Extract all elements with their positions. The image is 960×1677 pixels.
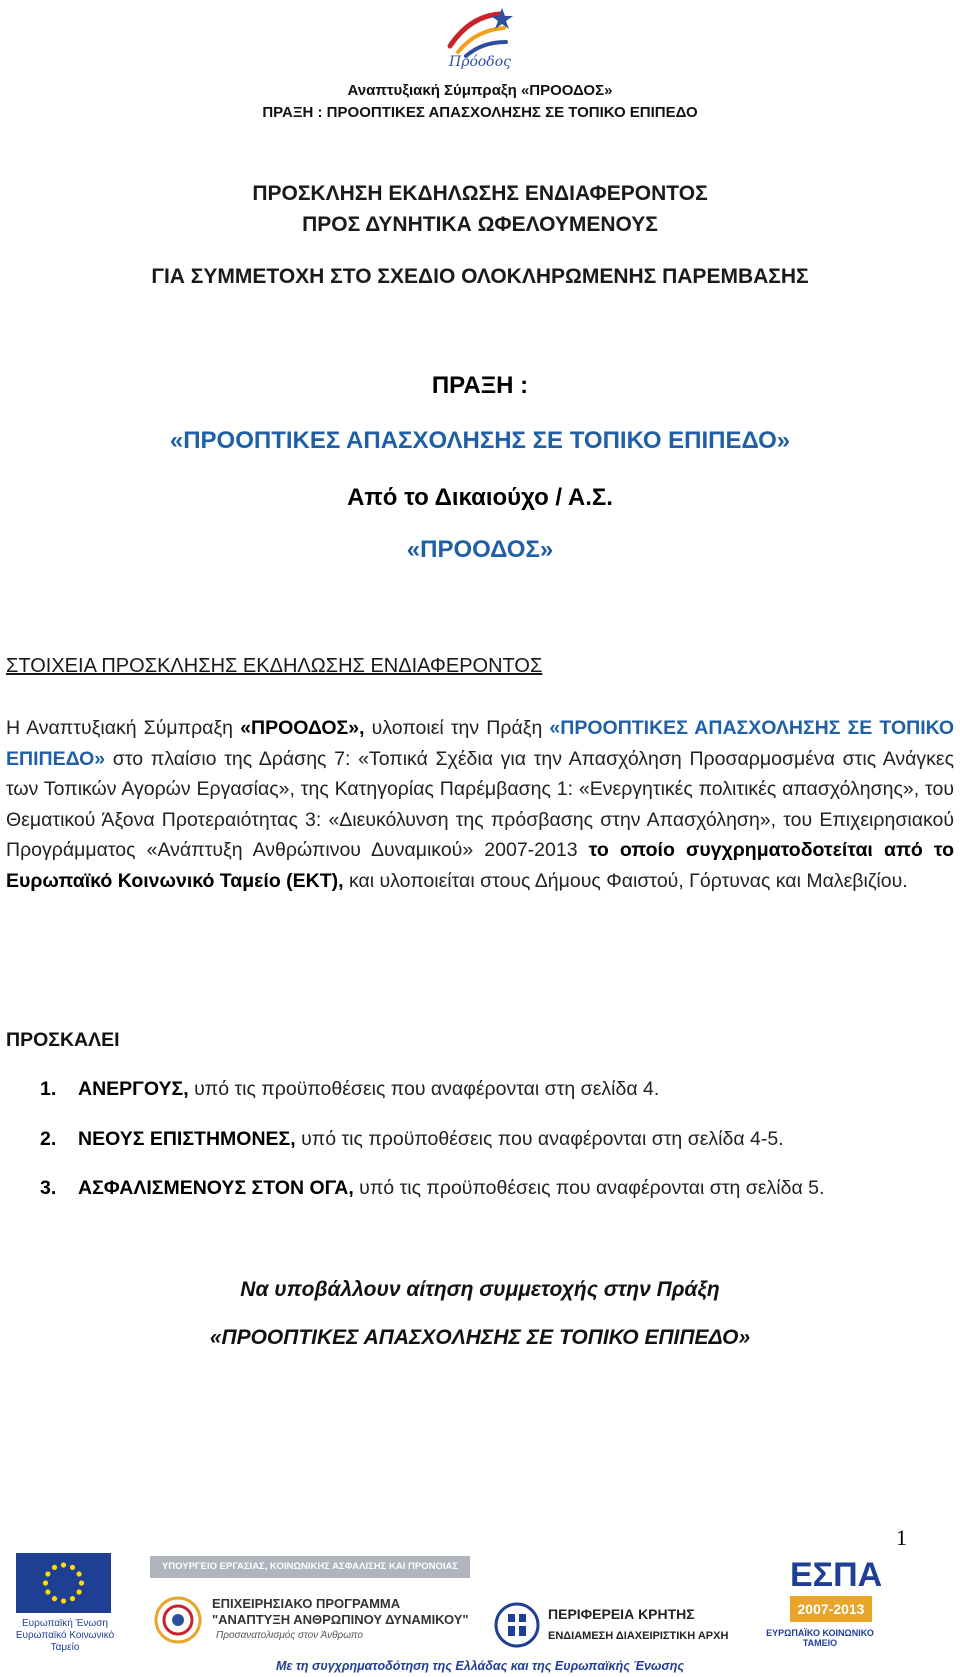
eu-flag-icon [16,1553,111,1613]
logo-text: Πρόοδος [449,54,511,70]
action-name: «ΠΡΟΟΠΤΙΚΕΣ ΑΠΑΣΧΟΛΗΣΗΣ ΣΕ ΤΟΠΙΚΟ ΕΠΙΠΕΔΟ» [169,427,791,454]
program-subtitle: Προσανατολισμός στον Άνθρωπο [216,1630,363,1641]
footer-tagline: Με τη συγχρηματοδότηση της Ελλάδας και της Ευρωπαϊκής Ένωσης [275,1659,685,1673]
program-title-2: "ΑΝΑΠΤΥΞΗ ΑΝΘΡΩΠΙΝΟΥ ΔΥΝΑΜΙΚΟΥ" [212,1612,469,1627]
body-text-2: υλοποιεί την Πράξη [364,717,550,739]
greek-emblem-icon [494,1602,540,1648]
list-item-keyword: ΝΕΟΥΣ ΕΠΙΣΤΗΜΟΝΕΣ, [78,1128,296,1150]
ministry-bar: ΥΠΟΥΡΓΕΙΟ ΕΡΓΑΣΙΑΣ, ΚΟΙΝΩΝΙΚΗΣ ΑΣΦΑΛΙΣΗΣ ΚΑΙ ΠΡΟΝΟΙΑΣ [150,1556,470,1578]
list-item-text: υπό τις προϋποθέσεις που αναφέρονται στη σελίδα 4-5. [295,1128,784,1150]
invite-title: ΠΡΟΣΚΑΛΕΙ [6,1029,120,1051]
list-item [40,1078,659,1101]
page-number: 1 [896,1525,907,1550]
closing-line-1: Να υποβάλλουν αίτηση συμμετοχής στην Πράξη [240,1278,720,1301]
closing-line-2: «ΠΡΟΟΠΤΙΚΕΣ ΑΠΑΣΧΟΛΗΣΗΣ ΣΕ ΤΟΠΙΚΟ ΕΠΙΠΕΔΟ» [209,1326,751,1349]
header-line-1: Αναπτυξιακή Σύμπραξη «ΠΡΟΟΔΟΣ» [347,82,613,99]
list-item-text: υπό τις προϋποθέσεις που αναφέρονται στη σελίδα 4. [188,1078,660,1100]
list-item-number: 3. [40,1177,57,1199]
espa-caption: ΕΥΡΩΠΑΪΚΟ ΚΟΙΝΩΝΙΚΟ ΤΑΜΕΙΟ [766,1628,874,1648]
program-logo [150,1590,470,1652]
list-item [40,1177,824,1200]
eu-caption [10,1618,120,1654]
body-paragraph [6,713,954,897]
body-text-3: στο πλαίσιο της Δράσης 7: «Τοπικά Σχέδια για την Απασχόληση Προσαρμοσμένα στις Ανάγκες των Τοπικών Αγορών Εργασίας», της Κατηγορίας Παρέμβασης 1: «Ενεργητικές πολιτικές απασχόλησης», του Θεματικού Άξονα Προτεραιότητας 3: «Διευκόλυνση της πρόσβασης στην Απασχόληση», του Επιχειρησιακού Προγράμματος «Ανάπτυξη Ανθρώπινου Δυναμικού» 2007-2013 [6,747,954,862]
action-label: ΠΡΑΞΗ : [431,372,529,399]
list-item-keyword: ΑΝΕΡΓΟΥΣ, [78,1078,189,1100]
body-bold-1: «ΠΡΟΟΔΟΣ», [240,717,365,739]
beneficiary-name: «ΠΡΟΟΔΟΣ» [406,536,554,563]
program-emblem-icon [150,1590,206,1650]
region-name: ΠΕΡΙΦΕΡΕΙΑ ΚΡΗΤΗΣ [548,1606,695,1622]
list-item-keyword: ΑΣΦΑΛΙΣΜΕΝΟΥΣ ΣΤΟΝ ΟΓΑ, [78,1177,354,1199]
title-line-2: ΠΡΟΣ ΔΥΝΗΤΙΚΑ ΩΦΕΛΟΥΜΕΝΟΥΣ [302,213,658,236]
espa-logo-text: ΕΣΠΑ [790,1556,883,1594]
region-subtitle: ΕΝΔΙΑΜΕΣΗ ΔΙΑΧΕΙΡΙΣΤΙΚΗ ΑΡΧΗ [548,1630,729,1642]
section-title: ΣΤΟΙΧΕΙΑ ΠΡΟΣΚΛΗΣΗΣ ΕΚΔΗΛΩΣΗΣ ΕΝΔΙΑΦΕΡΟΝΤΟΣ [6,655,543,677]
eu-caption-2: Ευρωπαϊκό Κοινωνικό Ταμείο [15,1630,115,1653]
list-item [40,1128,784,1151]
body-text-1: Η Αναπτυξιακή Σύμπραξη [6,717,241,739]
title-line-3: ΓΙΑ ΣΥΜΜΕΤΟΧΗ ΣΤΟ ΣΧΕΔΙΟ ΟΛΟΚΛΗΡΩΜΕΝΗΣ ΠΑΡΕΜΒΑΣΗΣ [151,265,809,288]
body-bold-2: «ΠΡΟΟΠΤΙΚΕΣ ΑΠΑΣΧΟΛΗΣΗΣ ΣΕ ΤΟΠΙΚΟ ΕΠΙΠΕΔΟ» [6,717,955,770]
beneficiary-line: Από το Δικαιούχο / Α.Σ. [347,484,613,511]
list-item-number: 2. [40,1128,57,1150]
title-line-1: ΠΡΟΣΚΛΗΣΗ ΕΚΔΗΛΩΣΗΣ ΕΝΔΙΑΦΕΡΟΝΤΟΣ [252,182,708,205]
list-item-text: υπό τις προϋποθέσεις που αναφέρονται στη σελίδα 5. [353,1177,825,1199]
eu-caption-1: Ευρωπαϊκή Ένωση [22,1618,108,1629]
body-text-4: και υλοποιείται στους Δήμους Φαιστού, Γόρτυνας και Μαλεβιζίου. [343,869,908,892]
header-line-2: ΠΡΑΞΗ : ΠΡΟΟΠΤΙΚΕΣ ΑΠΑΣΧΟΛΗΣΗΣ ΣΕ ΤΟΠΙΚΟ ΕΠΙΠΕΔΟ [262,104,698,121]
espa-years: 2007-2013 [790,1596,872,1622]
list-item-number: 1. [40,1078,57,1100]
body-bold-3: το οποίο συγχρηματοδοτείται από το Ευρωπαϊκό Κοινωνικό Ταμείο (ΕΚΤ), [6,839,954,892]
program-title-1: ΕΠΙΧΕΙΡΗΣΙΑΚΟ ΠΡΟΓΡΑΜΜΑ [212,1596,401,1611]
